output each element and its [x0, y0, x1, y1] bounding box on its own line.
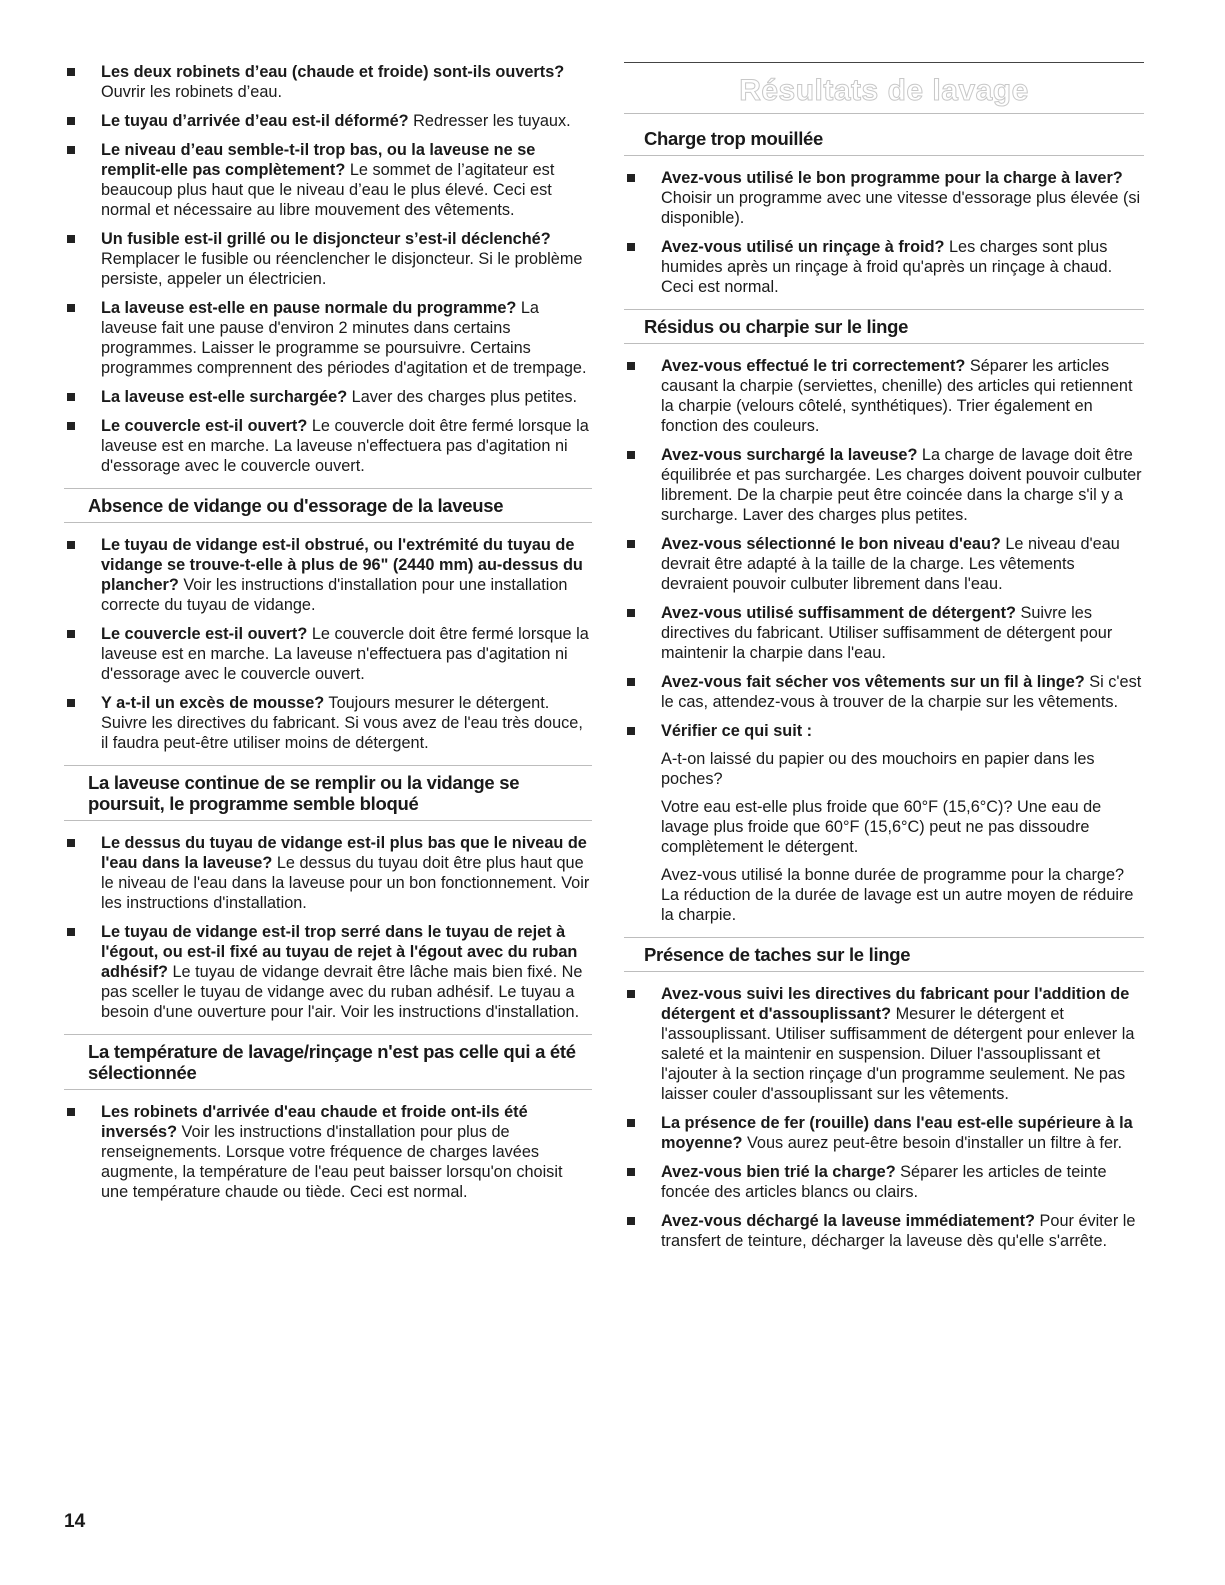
list-item: Le tuyau de vidange est-il obstrué, ou l'extrémité du tuyau de vidange se trouve-t-elle à plus de 96" (2440 mm) au-dessus du plancher? Voir les instructions d'installation pour une installation correcte du tuyau de vidange.: [64, 535, 592, 615]
chapter-banner: [624, 62, 1144, 114]
list-item: Y a-t-il un excès de mousse? Toujours mesurer le détergent. Suivre les directives du fabricant. Si vous avez de l'eau très douce, il faudra peut-être utiliser moins de détergent.: [64, 693, 592, 753]
section-header: [624, 309, 1144, 344]
list-item: Le dessus du tuyau de vidange est-il plus bas que le niveau de l'eau dans la laveuse? Le dessus du tuyau doit être plus haut que le niveau de l'eau dans la laveuse pour un bon fonctionnement. Voir les instructions d'installation.: [64, 833, 592, 913]
section-header: [64, 1034, 592, 1090]
list-item: Le couvercle est-il ouvert? Le couvercle doit être fermé lorsque la laveuse est en marche. La laveuse n'effectuera pas d'agitation ni d'essorage avec le couvercle ouvert.: [64, 416, 592, 476]
section-title: Résidus ou charpie sur le linge: [644, 316, 909, 337]
section-title: La laveuse continue de se remplir ou la vidange se poursuit, le programme semble bloqué: [88, 772, 520, 814]
list-item: La présence de fer (rouille) dans l'eau est-elle supérieure à la moyenne? Vous aurez peut-être besoin d'installer un filtre à fer.: [624, 1113, 1144, 1153]
list-item: Le couvercle est-il ouvert? Le couvercle doit être fermé lorsque la laveuse est en marche. La laveuse n'effectuera pas d'agitation ni d'essorage avec le couvercle ouvert.: [64, 624, 592, 684]
divider: [64, 1089, 592, 1090]
section-title: Présence de taches sur le linge: [644, 944, 911, 965]
bullet-icon: [67, 928, 75, 936]
bullet-icon: [67, 393, 75, 401]
bullet-icon: [627, 1168, 635, 1176]
right-column: [624, 62, 1144, 1260]
divider: [624, 113, 1144, 114]
bullet-icon: [627, 678, 635, 686]
bullet-icon: [627, 451, 635, 459]
left-column: [64, 62, 592, 1211]
section-title: La température de lavage/rinçage n'est pas celle qui a été sélectionnée: [88, 1041, 576, 1083]
list-item: Avez-vous utilisé suffisamment de détergent? Suivre les directives du fabricant. Utiliser suffisamment de détergent pour maintenir la charpie dans l'eau.: [624, 603, 1144, 663]
list-item: Avez-vous sélectionné le bon niveau d'eau? Le niveau d'eau devrait être adapté à la taille de la charge. Les vêtements devraient pouvoir culbuter librement dans l'eau.: [624, 534, 1144, 594]
bullet-icon: [627, 1217, 635, 1225]
list-item: La laveuse est-elle en pause normale du programme? La laveuse fait une pause d'environ 2 minutes dans certains programmes. Laisser le programme se poursuivre. Certains programmes comprennent des périodes d'agitation et de trempage.: [64, 298, 592, 378]
list-item: Un fusible est-il grillé ou le disjoncteur s’est-il déclenché? Remplacer le fusible ou réenclencher le disjoncteur. Si le problème persiste, appeler un électricien.: [64, 229, 592, 289]
chapter-title: Résultats de lavage: [739, 74, 1029, 107]
section-header: [64, 765, 592, 821]
bullet-icon: [67, 422, 75, 430]
divider: [624, 971, 1144, 972]
bullet-icon: [67, 839, 75, 847]
section-title: Charge trop mouillée: [644, 128, 824, 149]
list-item: Avez-vous déchargé la laveuse immédiatement? Pour éviter le transfert de teinture, décharger la laveuse dès qu'elle s'arrête.: [624, 1211, 1144, 1251]
page-number: 14: [64, 1511, 86, 1532]
bullet-icon: [67, 117, 75, 125]
section-header: [624, 937, 1144, 972]
bullet-icon: [67, 699, 75, 707]
section-header: [624, 122, 1144, 156]
list-item: Avez-vous fait sécher vos vêtements sur un fil à linge? Si c'est le cas, attendez-vous à trouver de la charpie sur les vêtements.: [624, 672, 1144, 712]
sub-paragraph: A-t-on laissé du papier ou des mouchoirs en papier dans les poches?: [661, 750, 1095, 788]
bullet-icon: [67, 235, 75, 243]
list-item: Le tuyau de vidange est-il trop serré dans le tuyau de rejet à l'égout, ou est-il fixé au tuyau de rejet à l'égout avec du ruban adhésif? Le tuyau de vidange devrait être lâche mais bien fixé. Ne pas sceller le tuyau de vidange avec du ruban adhésif. Le tuyau a besoin d'une ouverture pour l'air. Voir les instructions d'installation.: [64, 922, 592, 1022]
divider: [624, 155, 1144, 156]
list-item: Avez-vous surchargé la laveuse? La charge de lavage doit être équilibrée et pas surchargée. Les charges doivent pouvoir culbuter librement. De la charpie peut être coincée dans la charge s'il y a surcharge. Laver des charges plus petites.: [624, 445, 1144, 525]
bullet-icon: [627, 540, 635, 548]
divider: [64, 820, 592, 821]
divider: [624, 343, 1144, 344]
sub-paragraph: Avez-vous utilisé la bonne durée de programme pour la charge? La réduction de la durée de lavage est un autre moyen de réduire la charpie.: [661, 866, 1134, 924]
bullet-icon: [627, 362, 635, 370]
bullet-icon: [67, 146, 75, 154]
divider: [64, 522, 592, 523]
bullet-icon: [67, 630, 75, 638]
bullet-icon: [627, 243, 635, 251]
bullet-icon: [627, 609, 635, 617]
list-item: Le niveau d’eau semble-t-il trop bas, ou la laveuse ne se remplit-elle pas complètement? Le sommet de l’agitateur est beaucoup plus haut que le niveau d’eau le plus élevé. Ceci est normal et nécessaire au libre mouvement des vêtements.: [64, 140, 592, 220]
section-header: [64, 488, 592, 523]
list-item: Avez-vous utilisé un rinçage à froid? Les charges sont plus humides après un rinçage à froid qu'après un rinçage à chaud. Ceci est normal.: [624, 237, 1144, 297]
list-item: Avez-vous utilisé le bon programme pour la charge à laver? Choisir un programme avec une vitesse d'essorage plus élevée (si disponible).: [624, 168, 1144, 228]
bullet-icon: [67, 304, 75, 312]
bullet-icon: [627, 990, 635, 998]
sub-paragraph: Votre eau est-elle plus froide que 60°F (15,6°C)? Une eau de lavage plus froide que 60°F (15,6°C) peut ne pas dissoudre complètement le détergent.: [661, 798, 1102, 856]
bullet-icon: [67, 68, 75, 76]
list-item: La laveuse est-elle surchargée? Laver des charges plus petites.: [64, 387, 592, 407]
section-title: Absence de vidange ou d'essorage de la laveuse: [88, 495, 504, 516]
list-item: Le tuyau d’arrivée d’eau est-il déformé? Redresser les tuyaux.: [64, 111, 592, 131]
list-item: Avez-vous suivi les directives du fabricant pour l'addition de détergent et d'assouplissant? Mesurer le détergent et l'assouplissant. Utiliser suffisamment de détergent pour enlever la saleté et la maintenir en suspension. Diluer l'assouplissant et l'ajouter à la section rinçage d'un programme seulement. Ne pas laisser couler d'assouplissant sur les vêtements.: [624, 984, 1144, 1104]
list-item: Les robinets d'arrivée d'eau chaude et froide ont-ils été inversés? Voir les instructions d'installation pour plus de renseignements. Lorsque votre fréquence de charges lavées augmente, la température de l'eau peut baisser lorsqu'on choisit une température chaude ou tiède. Ceci est normal.: [64, 1102, 592, 1202]
bullet-icon: [627, 727, 635, 735]
list-item: Avez-vous bien trié la charge? Séparer les articles de teinte foncée des articles blancs ou clairs.: [624, 1162, 1144, 1202]
bullet-icon: [67, 1108, 75, 1116]
list-item: Vérifier ce qui suit : A-t-on laissé du papier ou des mouchoirs en papier dans les poches? Votre eau est-elle plus froide que 60°F (15,6°C)? Une eau de lavage plus froide que 60°F (15,6°C) peut ne pas dissoudre complètement le détergent. Avez-vous utilisé la bonne durée de programme pour la charge? La réduction de la durée de lavage est un autre moyen de réduire la charpie.: [624, 721, 1144, 925]
bullet-icon: [627, 174, 635, 182]
list-item: Avez-vous effectué le tri correctement? Séparer les articles causant la charpie (serviettes, chenille) des articles qui retiennent la charpie (velours côtelé, synthétiques). Trier également en fonction des couleurs.: [624, 356, 1144, 436]
list-item: Les deux robinets d’eau (chaude et froide) sont-ils ouverts? Ouvrir les robinets d’eau.: [64, 62, 592, 102]
bullet-icon: [627, 1119, 635, 1127]
bullet-icon: [67, 541, 75, 549]
